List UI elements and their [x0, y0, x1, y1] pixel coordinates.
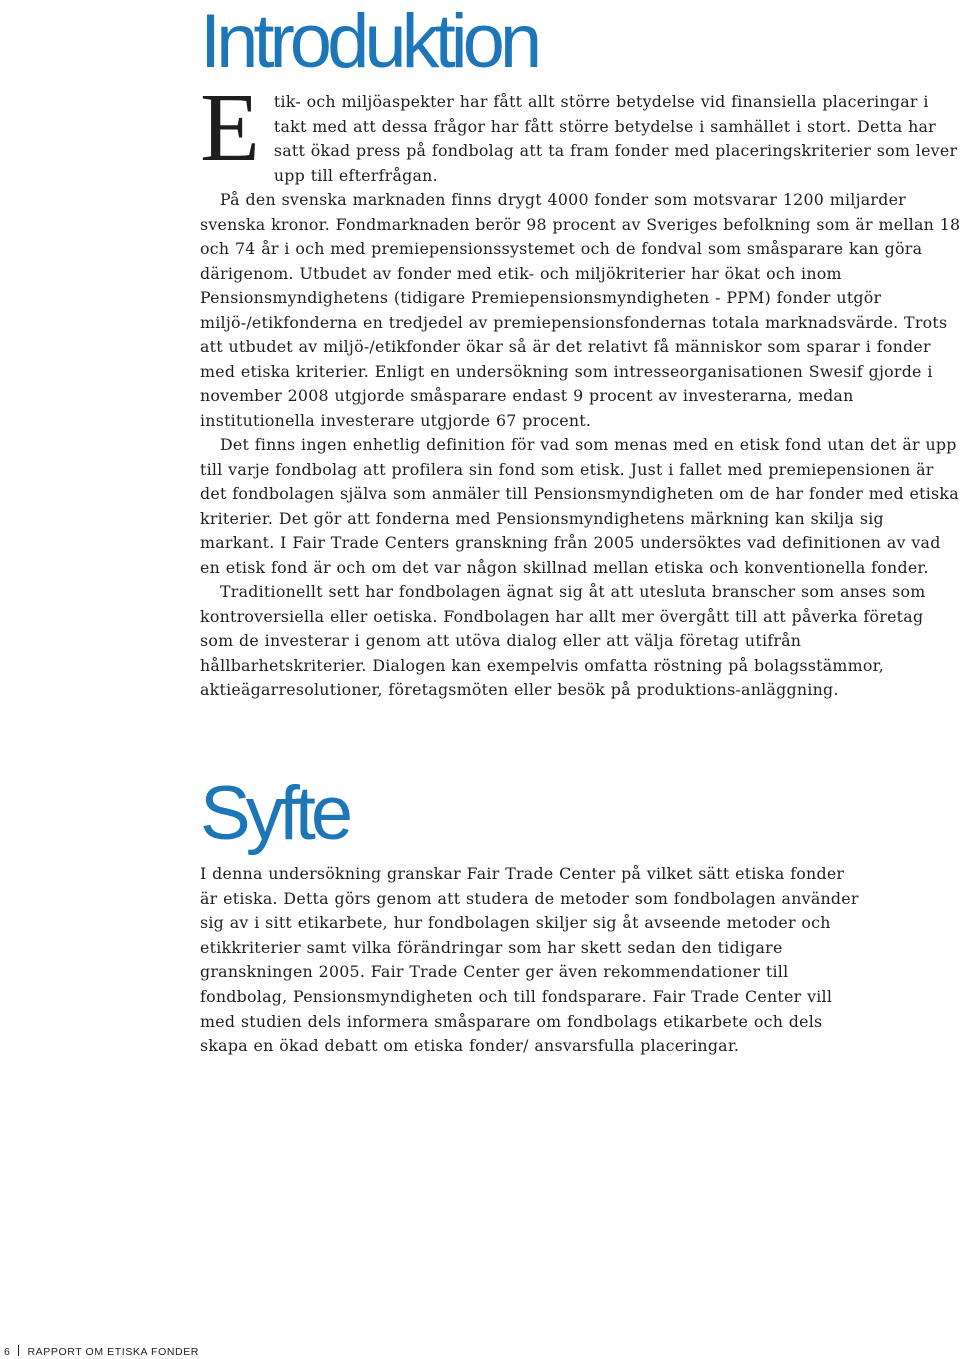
purpose-paragraph: I denna undersökning granskar Fair Trade Center på vilket sätt etiska fonder är etiska. Detta görs genom att studera de metoder som fondbolagen använder sig av i sitt etikarbete, hur fondbolagen skiljer sig åt avseende metoder och etikkriterier samt vilka förändringar som har skett sedan den tidigare granskningen 2005. Fair Trade Center ger även rekommendationer till fondbolag, Pensionsmyndigheten och till fondsparare. Fair Trade Center vill med studien dels informera småsparare om fondbolags etikarbete och dels skapa en ökad debatt om etiska fonder/ ansvarsfulla placeringar. [200, 864, 859, 1056]
intro-paragraph-3: Det finns ingen enhetlig definition för vad som menas med en etisk fond utan det är upp till varje fondbolag att profilera sin fond som etisk. Just i fallet med premiepensionen är det fondbolagen själva som anmäler till Pensionsmyndigheten om de har fonder med etiska kriterier. Det gör att fonderna med Pensionsmyndighetens märkning kan skilja sig markant. I Fair Trade Centers granskning från 2005 undersöktes vad definitionen av vad en etisk fond är och om det var någon skillnad mellan etiska och konventionella fonder. [200, 435, 959, 577]
intro-paragraph-1 [200, 74, 960, 188]
intro-paragraph-2: På den svenska marknaden finns drygt 4000 fonder som motsvarar 1200 miljarder svenska kronor. Fondmarknaden berör 98 procent av Sveriges befolkning som är mellan 18 och 74 år i och med premiepensionssystemet och de fondval som småsparare kan göra därigenom. Utbudet av fonder med etik- och miljökriterier har ökat och inom Pensionsmyndighetens (tidigare Premiepensionsmyndigheten - PPM) fonder utgör miljö-/etikfonderna en tredjedel av premiepensionsfondernas totala marknadsvärde. Trots att utbudet av miljö-/etikfonder ökar så är det relativt få människor som sparar i fonder med etiska kriterier. Enligt en undersökning som intresseorganisationen Swesif gjorde i november 2008 utgjorde småsparare endast 9 procent av investerarna, medan institutionella investerare utgjorde 67 procent. [200, 190, 960, 430]
intro-paragraph-4: Traditionellt sett har fondbolagen ägnat sig åt att utesluta branscher som anses som kontroversiella eller oetiska. Fondbolagen har allt mer övergått till att påverka företag som de investerar i genom att utöva dialog eller att välja företag utifrån hållbarhetskriterier. Dialogen kan exempelvis omfatta röstning på bolagsstämmor, aktieägarresolutioner, företagsmöten eller besök på produktions-anläggning. [200, 582, 926, 699]
footer-divider [18, 1345, 19, 1356]
intro-section [200, 74, 960, 703]
drop-cap: E [200, 74, 260, 182]
section-heading-purpose: Syfte [200, 771, 349, 856]
page-footer [4, 1345, 199, 1358]
page-title: Introduktion [200, 0, 538, 84]
intro-paragraph-1-text: tik- och miljöaspekter har fått allt större betydelse vid finansiella placeringar i takt med att dessa frågor har fått större betydelse i samhället i stort. Detta har satt ökad press på fondbolag att ta fram fonder med placeringskriterier som lever upp till efterfrågan. [273, 92, 958, 185]
report-title: RAPPORT OM ETISKA FONDER [27, 1346, 199, 1358]
page-number: 6 [4, 1346, 11, 1358]
